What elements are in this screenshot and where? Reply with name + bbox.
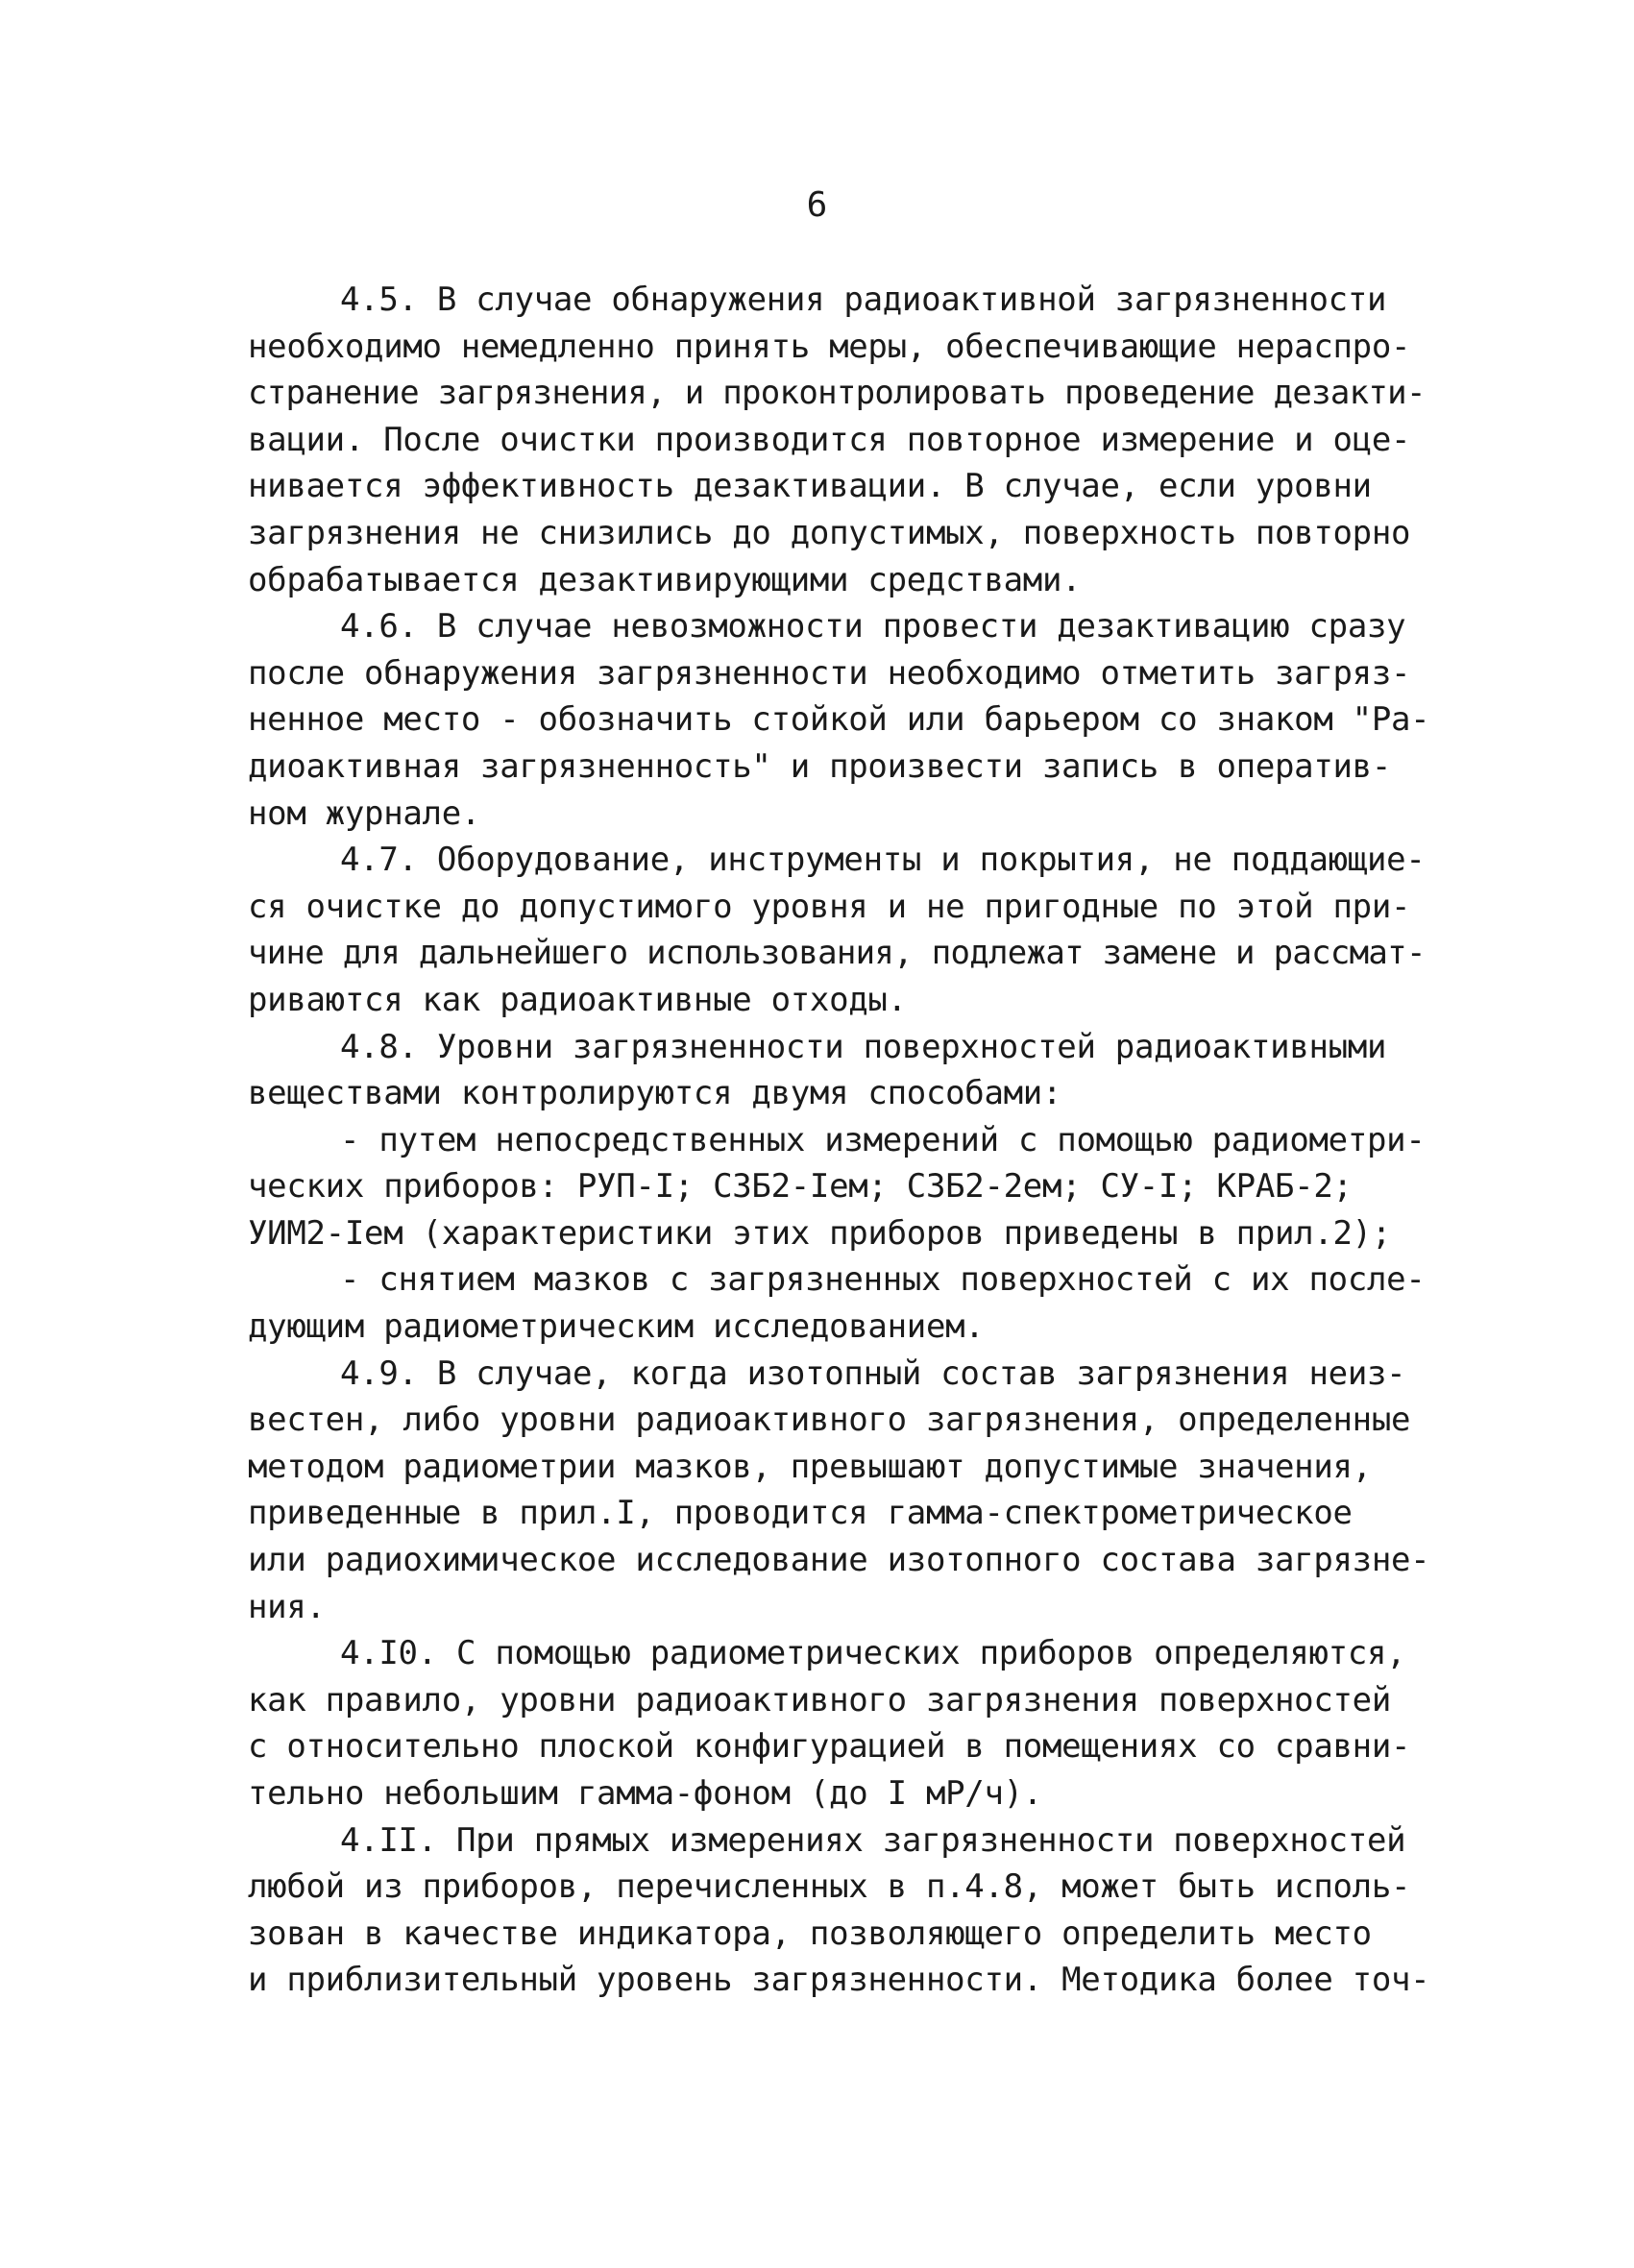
text-line: зован в качестве индикатора, позволяющего определить место: [248, 1914, 1372, 1953]
text-line: тельно небольшим гамма-фоном (до I мР/ч).: [248, 1774, 1042, 1813]
text-line: ся очистке до допустимого уровня и не пригодные по этой при-: [248, 887, 1411, 926]
text-line: приведенные в прил.I, проводится гамма-спектрометрическое: [248, 1494, 1353, 1533]
paragraph-start-line: 4.9. В случае, когда изотопный состав загрязнения неиз-: [340, 1353, 1406, 1393]
paragraph-start-line: 4.5. В случае обнаружения радиоактивной загрязненности: [340, 280, 1387, 319]
text-line: и приблизительный уровень загрязненности. Методика более точ-: [248, 1961, 1430, 2000]
text-line: вации. После очистки производится повторное измерение и оце-: [248, 420, 1411, 459]
page-number: 6: [806, 185, 828, 225]
text-line: риваются как радиоактивные отходы.: [248, 980, 907, 1019]
paragraph-start-line: 4.II. При прямых измерениях загрязненности поверхностей: [340, 1820, 1406, 1860]
paragraph-start-line: 4.I0. С помощью радиометрических приборов определяются,: [340, 1634, 1406, 1673]
text-line: веществами контролируются двумя способами:: [248, 1074, 1062, 1113]
text-line: странение загрязнения, и проконтролировать проведение дезакти-: [248, 374, 1426, 413]
text-line: как правило, уровни радиоактивного загрязнения поверхностей: [248, 1680, 1392, 1719]
text-line: обрабатывается дезактивирующими средствами.: [248, 560, 1082, 599]
text-line: с относительно плоской конфигурацией в помещениях со сравни-: [248, 1727, 1411, 1767]
text-line: вестен, либо уровни радиоактивного загрязнения, определенные: [248, 1401, 1411, 1440]
text-line: методом радиометрии мазков, превышают допустимые значения,: [248, 1447, 1372, 1486]
text-line: нивается эффективность дезактивации. В случае, если уровни: [248, 467, 1372, 506]
text-line: УИМ2-Iем (характеристики этих приборов приведены в прил.2);: [248, 1213, 1392, 1253]
text-line: дующим радиометрическим исследованием.: [248, 1307, 985, 1347]
text-line: загрязнения не снизились до допустимых, поверхность повторно: [248, 513, 1411, 552]
text-line: ном журнале.: [248, 793, 481, 833]
text-line: ненное место - обозначить стойкой или барьером со знаком "Ра-: [248, 700, 1430, 740]
text-line: после обнаружения загрязненности необходимо отметить загряз-: [248, 653, 1411, 693]
paragraph-start-line: 4.7. Оборудование, инструменты и покрытия, не поддающие-: [340, 841, 1426, 880]
text-line: необходимо немедленно принять меры, обеспечивающие нераспро-: [248, 327, 1411, 366]
text-line: любой из приборов, перечисленных в п.4.8, может быть исполь-: [248, 1867, 1411, 1907]
text-line: чине для дальнейшего использования, подлежат замене и рассмат-: [248, 934, 1426, 973]
text-line: или радиохимическое исследование изотопного состава загрязне-: [248, 1541, 1430, 1580]
text-line: диоактивная загрязненность" и произвести запись в оператив-: [248, 746, 1392, 786]
paragraph-start-line: 4.6. В случае невозможности провести дезактивацию сразу: [340, 607, 1406, 646]
paragraph-start-line: 4.8. Уровни загрязненности поверхностей радиоактивными: [340, 1027, 1387, 1066]
text-line: ческих приборов: РУП-I; СЗБ2-Iем; СЗБ2-2ем; СУ-I; КРАБ-2;: [248, 1167, 1353, 1207]
text-line: ния.: [248, 1587, 326, 1626]
paragraph-start-line: - снятием мазков с загрязненных поверхностей с их после-: [340, 1260, 1426, 1300]
paragraph-start-line: - путем непосредственных измерений с помощью радиометри-: [340, 1120, 1426, 1159]
body-text: [248, 277, 1429, 2004]
